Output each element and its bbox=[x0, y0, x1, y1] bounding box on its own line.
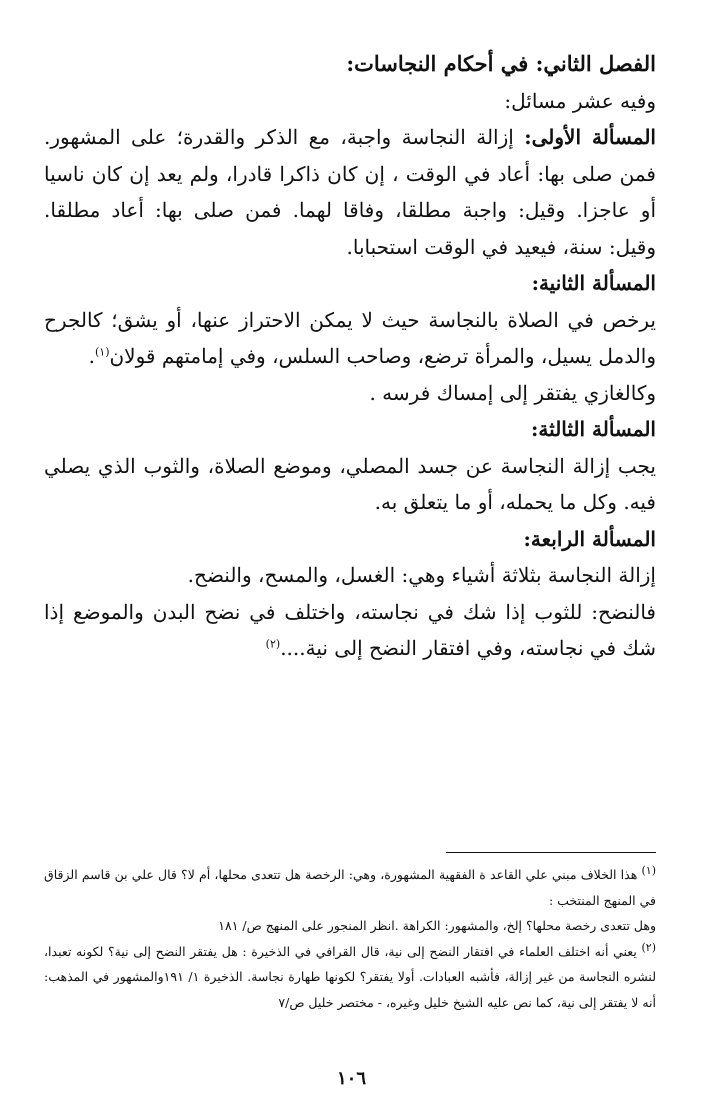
footnote-ref-1[interactable]: (١) bbox=[94, 345, 110, 359]
footnote-1-text: هذا الخلاف مبني علي القاعد ة الفقهية المشهورة، وهي: الرخصة هل تتعدى محلها، أم لا؟ قال علي بن قاسم الزقاق في المنهج المنتخب : bbox=[44, 867, 656, 908]
issue-2-heading: المسألة الثانية: bbox=[531, 271, 656, 295]
issue-1-paragraph bbox=[44, 119, 656, 265]
footnote-2-text: يعني أنه اختلف العلماء في افتقار النضح إلى نية، قال القرافي في الذخيرة : هل يفتقر النضح إلى نية؟ لكونه تعبدا، لنشره النجاسة من غير إزالة، فأشبه العبادات. أولا يفتقر؟ لكونها طهارة نجاسة. الذخيرة ١/ ١٩١والمشهور في المذهب: أنه لا يفتقر إلى نية، كما نص عليه الشيخ خليل وغيره، - مختصر خليل ص/٧ bbox=[44, 943, 656, 1010]
issue-1-text: إزالة النجاسة واجبة، مع الذكر والقدرة؛ على المشهور. فمن صلى بها: أعاد في الوقت ، إن كان ذاكرا قادرا، ولم يعد إن كان ناسيا أو عاجزا. وقيل: واجبة مطلقا، وفاقا لهما. فمن صلى بها: أعاد مطلقا. وقيل: سنة، فيعيد في الوقت استحبابا. bbox=[44, 125, 656, 259]
issue-2-paragraph bbox=[44, 302, 656, 375]
footnote-1 bbox=[44, 862, 656, 913]
issue-3-heading: المسألة الثالثة: bbox=[531, 417, 656, 441]
main-text bbox=[44, 46, 656, 667]
issue-3-text: يجب إزالة النجاسة عن جسد المصلي، وموضع الصلاة، والثوب الذي يصلي فيه. وكل ما يحمله، أو ما يتعلق به. bbox=[44, 453, 656, 514]
issue-4-line-1: إزالة النجاسة بثلاثة أشياء وهي: الغسل، والمسح، والنضح. bbox=[187, 563, 656, 587]
footnote-1-continuation: وهل تتعدى رخصة محلها؟ إلخ، والمشهور: الكراهة .انظر المنجور على المنهج ص/ ١٨١ bbox=[218, 918, 656, 933]
footnote-1-marker: (١) bbox=[641, 863, 656, 877]
chapter-intro: وفيه عشر مسائل: bbox=[504, 88, 656, 113]
page-number: ١٠٦ bbox=[336, 1068, 366, 1089]
chapter-title: الفصل الثاني: في أحكام النجاسات: bbox=[346, 51, 656, 76]
footnote-2-marker: (٢) bbox=[641, 940, 656, 954]
issue-2-period: . bbox=[88, 344, 95, 368]
footnote-ref-2[interactable]: (٢) bbox=[265, 637, 281, 651]
issue-2-line-2: وكالغازي يفتقر إلى إمساك فرسه . bbox=[369, 380, 656, 405]
issue-4-paragraph bbox=[44, 594, 656, 667]
issue-4-heading: المسألة الرابعة: bbox=[523, 526, 656, 551]
footnote-divider bbox=[446, 852, 656, 853]
footnotes bbox=[44, 862, 656, 1015]
footnote-2 bbox=[44, 939, 656, 1016]
issue-1-heading: المسألة الأولى: bbox=[524, 125, 656, 149]
issue-2-text: يرخص في الصلاة بالنجاسة حيث لا يمكن الاحتراز عنها، أو يشق؛ كالجرح والدمل يسيل، والمرأة ترضع، وصاحب السلس، وفي إمامتهم قولان bbox=[44, 307, 656, 368]
issue-4-text: فالنضح: للثوب إذا شك في نجاسته، واختلف في نضح البدن والموضع إذا شك في نجاسته، وفي افتقار النضح إلى نية.... bbox=[44, 599, 656, 660]
